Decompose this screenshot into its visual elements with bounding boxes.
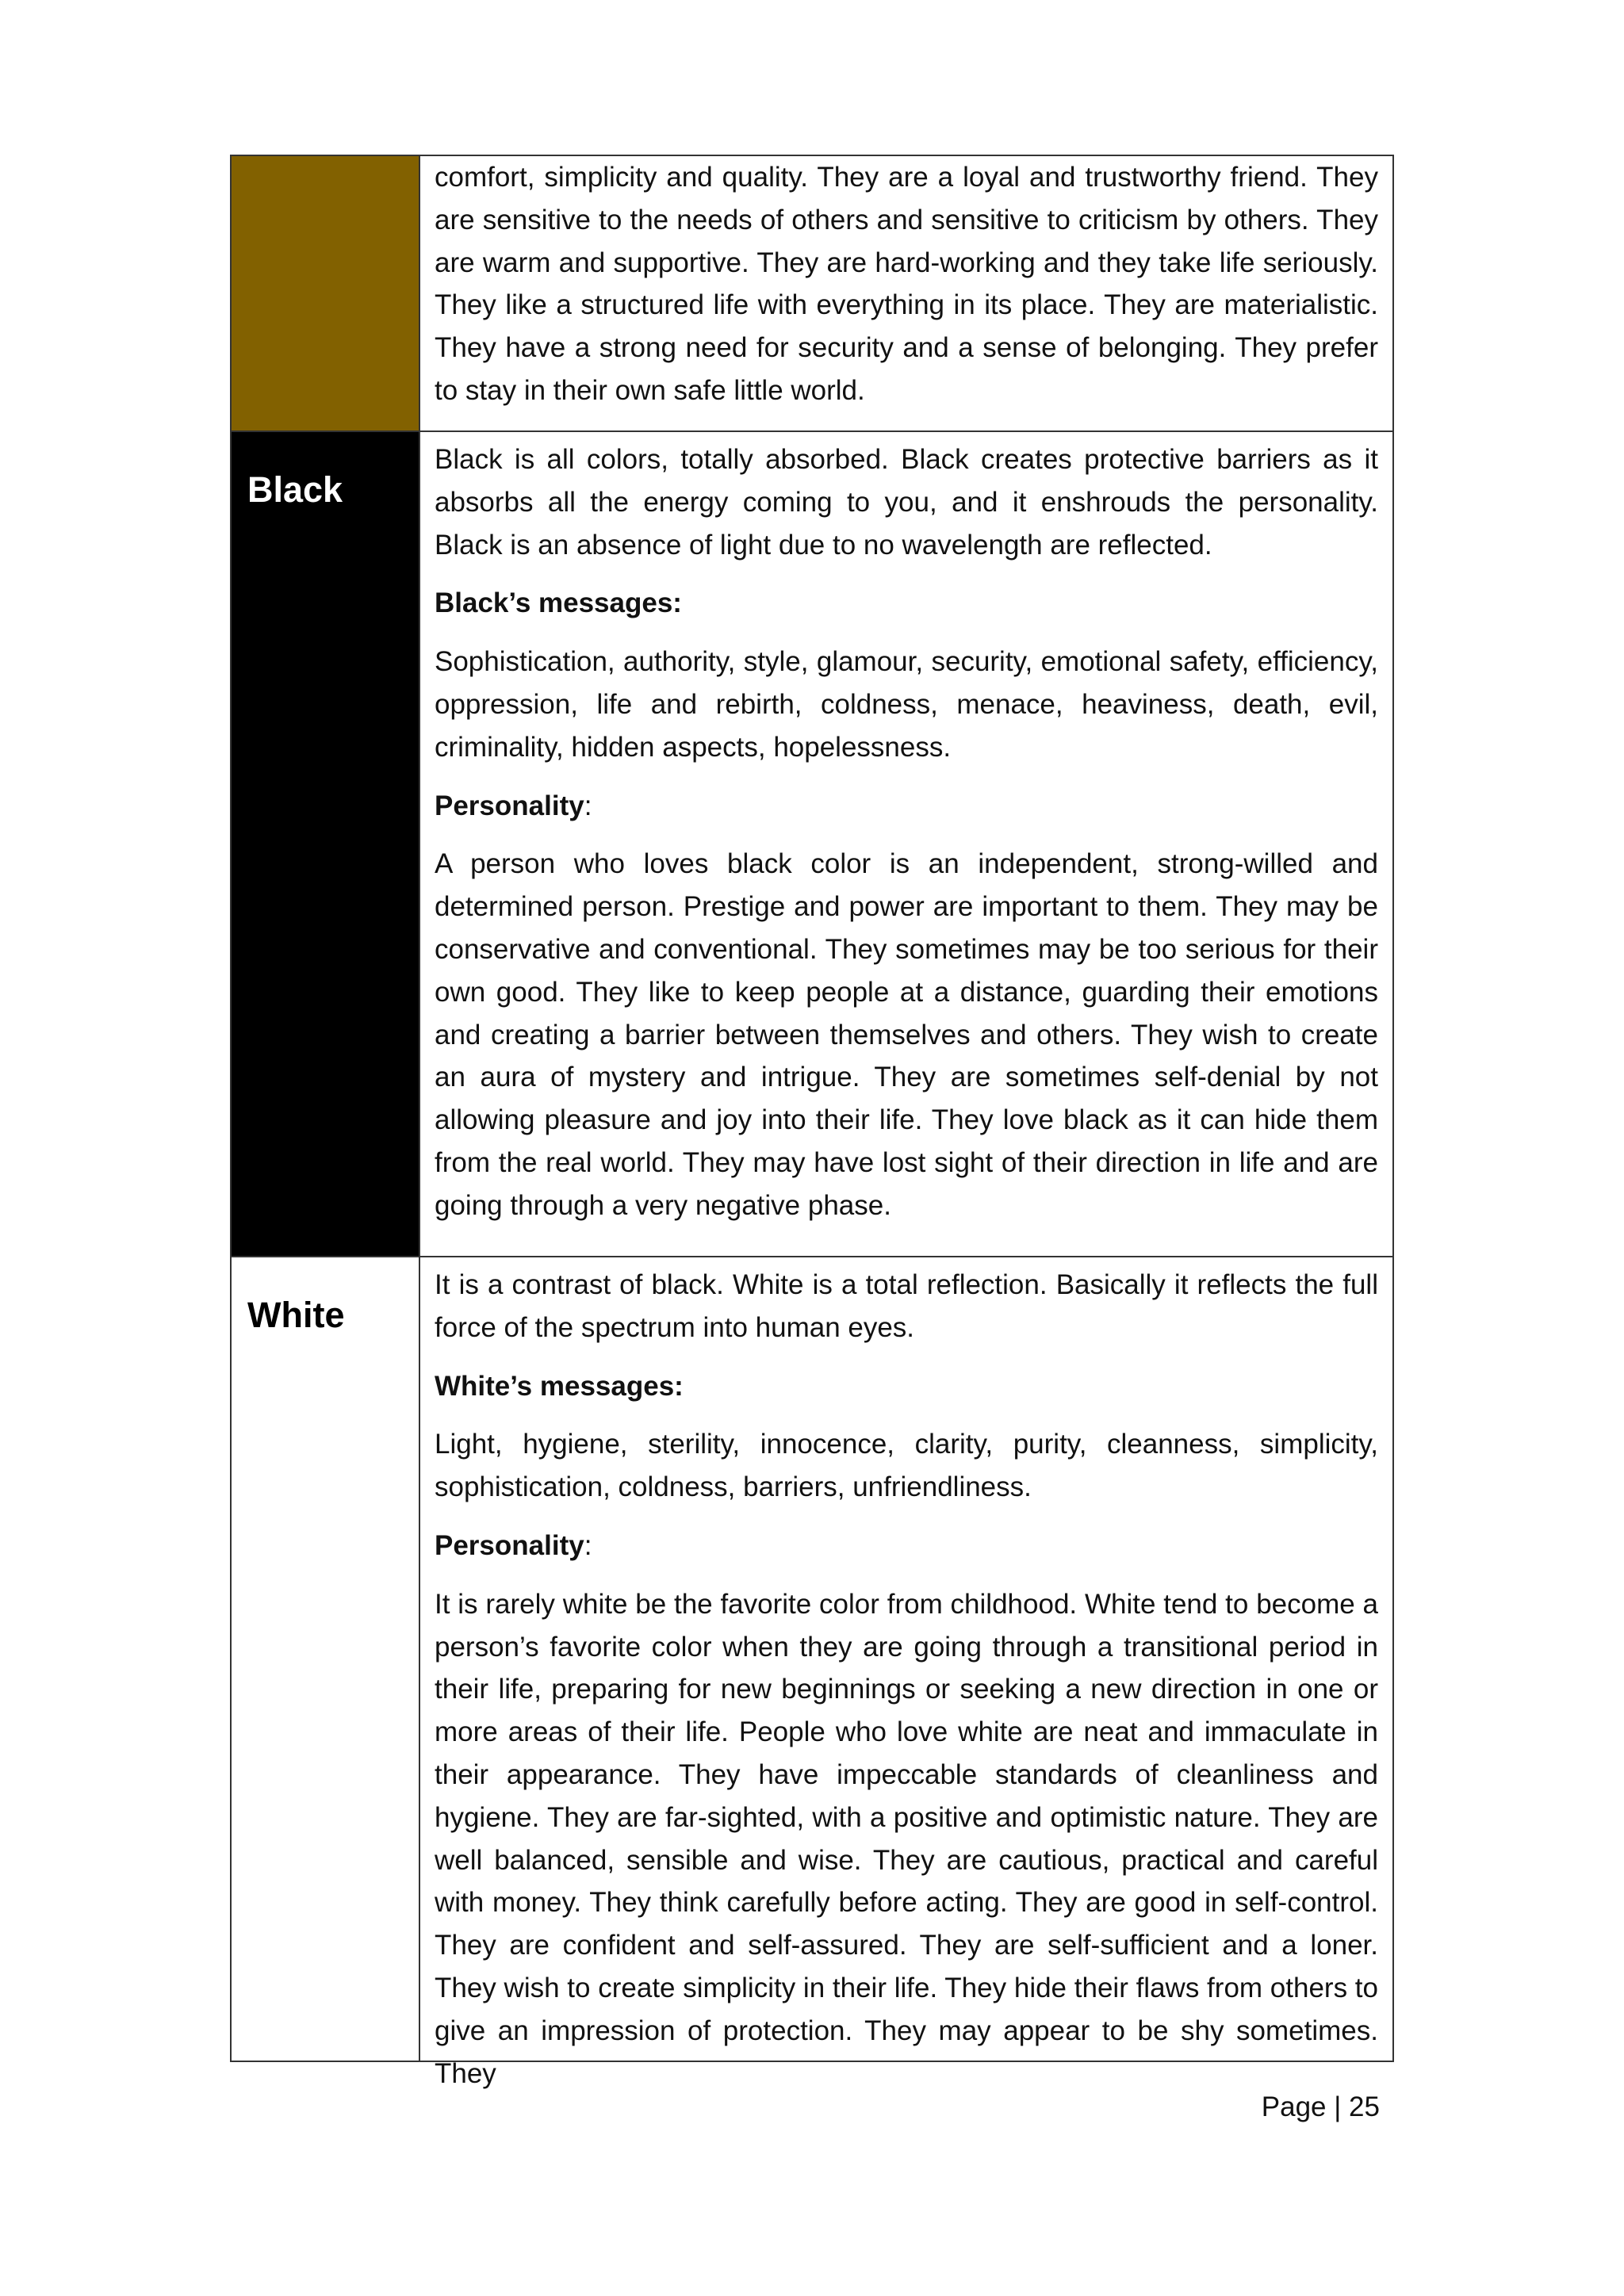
black-messages-heading: Black’s messages:: [435, 587, 682, 619]
table-row-black: [232, 430, 1392, 1256]
white-intro: It is a contrast of black. White is a total reflection. Basically it reflects the full force of the spectrum into human eyes.: [435, 1269, 1378, 1343]
white-messages-heading: White’s messages:: [435, 1370, 684, 1402]
black-personality: A person who loves black color is an independent, strong-willed and determined person. Prestige and power are important to them. They may be conservative and conventional. They sometimes may be too serious for their own good. They like to keep people at a distance, guarding their emotions and creating a barrier between themselves and others. They wish to create an aura of mystery and intrigue. They are sometimes self-denial by not allowing pleasure and joy into their life. They love black as it can hide them from the real world. They may have lost sight of their direction in life and are going through a very negative phase.: [435, 848, 1378, 1221]
color-swatch-brown: [232, 156, 420, 430]
personality-heading-text: Personality: [435, 1529, 584, 1561]
row-content-brown: [420, 156, 1392, 430]
white-messages: Light, hygiene, sterility, innocence, clarity, purity, cleanness, simplicity, sophistication, coldness, barriers, unfriendliness.: [435, 1429, 1378, 1503]
table-row-white: [232, 1256, 1392, 2089]
personality-colon: :: [584, 790, 592, 821]
color-meaning-table: [230, 155, 1394, 2089]
black-messages: Sophistication, authority, style, glamour, security, emotional safety, efficiency, oppression, life and rebirth, coldness, menace, heaviness, death, evil, criminality, hidden aspects, hopelessness.: [435, 646, 1378, 763]
color-swatch-black: [232, 432, 420, 1256]
personality-heading-text: Personality: [435, 790, 584, 821]
table-row-brown: [232, 156, 1392, 430]
white-personality: It is rarely white be the favorite color from childhood. White tend to become a person’s favorite color when they are going through a transitional period in their life, preparing for new beginnings or seeking a new direction in one or more areas of their life. People who love white are neat and immaculate in their appearance. They have impeccable standards of cleanliness and hygiene. They are far-sighted, with a positive and optimistic nature. They are well balanced, sensible and wise. They are cautious, practical and careful with money. They think carefully before acting. They are good in self-control. They are confident and self-assured. They are self-sufficient and a loner. They wish to create simplicity in their life. They hide their flaws from others to give an impression of protection. They may appear to be shy sometimes. They: [435, 1588, 1378, 2089]
personality-colon: :: [584, 1529, 592, 1561]
color-label-white: White: [247, 1295, 345, 1335]
brown-personality-text: comfort, simplicity and quality. They are a loyal and trustworthy friend. They are sensitive to the needs of others and sensitive to criticism by others. They are warm and supportive. They are hard-working and they take life seriously. They like a structured life with everything in its place. They are materialistic. They have a strong need for security and a sense of belonging. They prefer to stay in their own safe little world.: [435, 162, 1378, 406]
color-swatch-white: [232, 1257, 420, 2061]
white-personality-heading: [435, 1525, 1378, 1567]
page-number: Page | 25: [1261, 2091, 1380, 2122]
row-content-black: [420, 432, 1392, 1256]
black-personality-heading: [435, 785, 1378, 828]
black-intro: Black is all colors, totally absorbed. Black creates protective barriers as it absorbs all the energy coming to you, and it enshrouds the personality. Black is an absence of light due to no wavelength are reflected.: [435, 444, 1378, 561]
row-content-white: [420, 1257, 1392, 2089]
color-label-black: Black: [247, 469, 343, 510]
